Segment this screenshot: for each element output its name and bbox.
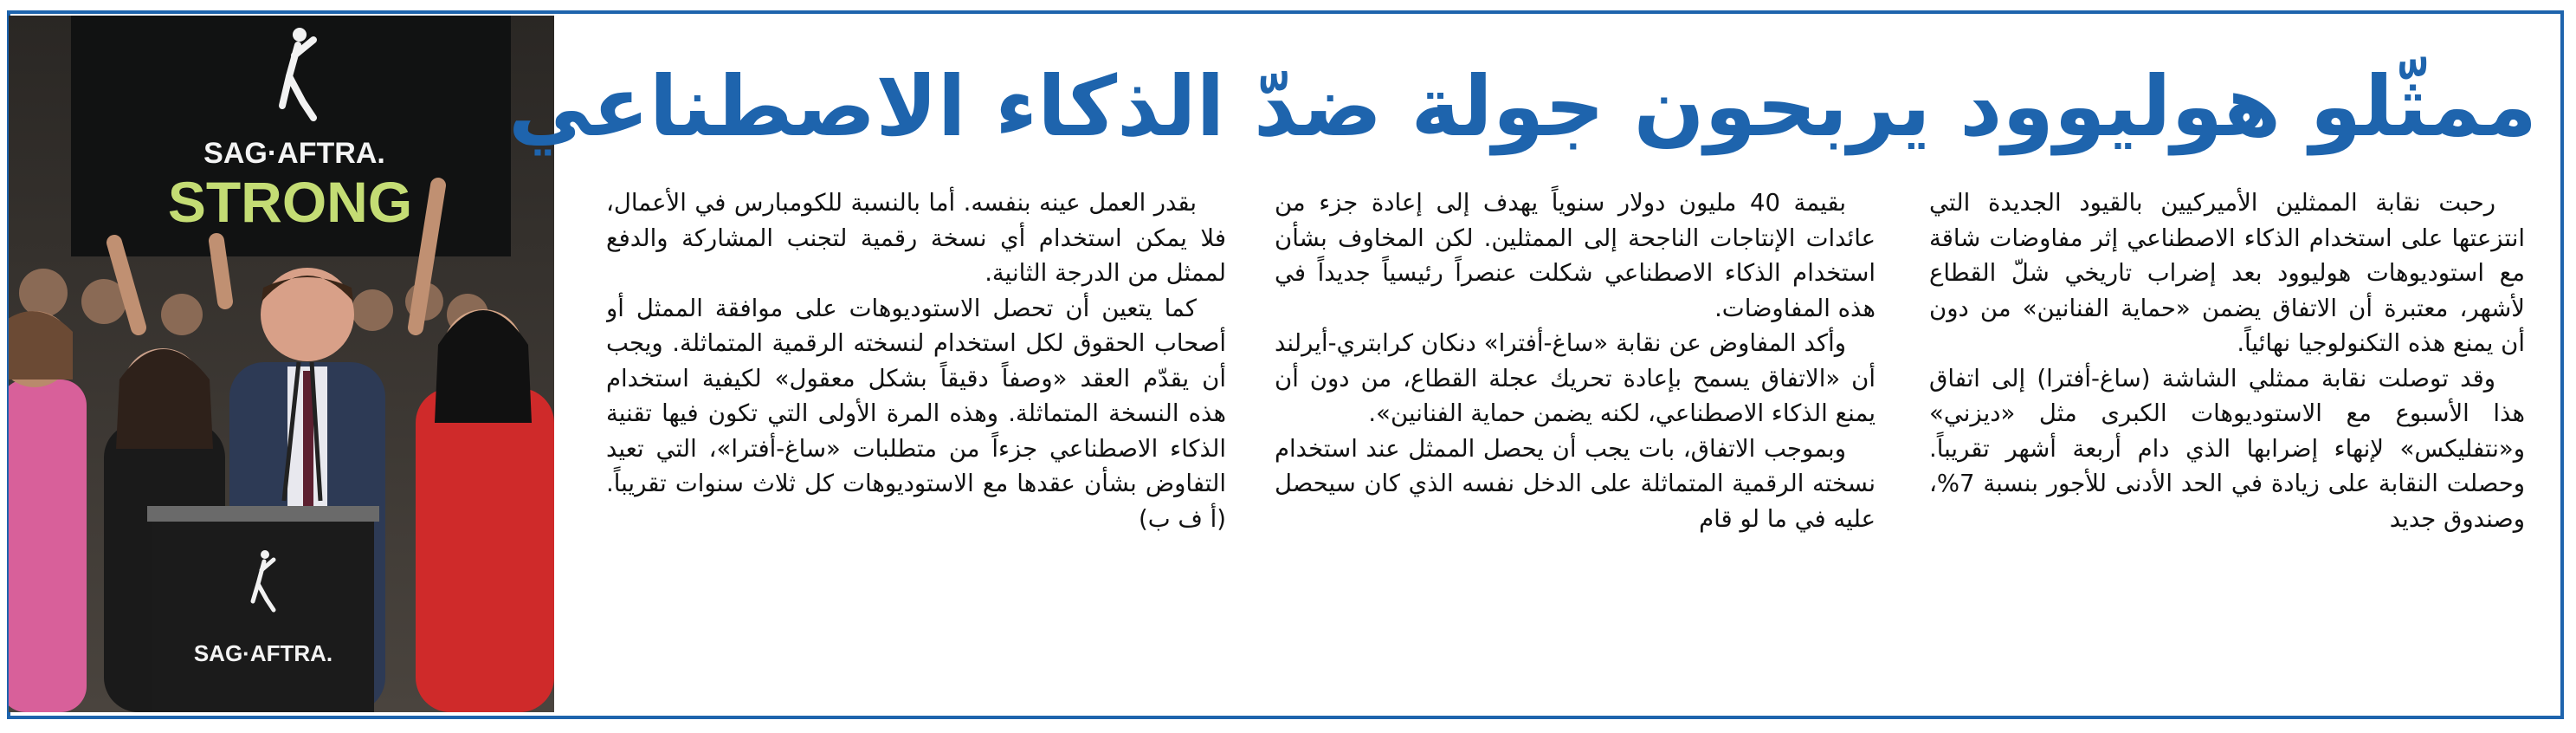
news-photo bbox=[9, 16, 554, 712]
article-paragraph: رحبت نقابة الممثلين الأميركيين بالقيود الجديدة التي انتزعتها على استخدام الذكاء الاصطناعي إثر مفاوضات شاقة مع استوديوهات هوليوود بعد إضراب تاريخي شلّ القطاع لأشهر، معتبرة أن الاتفاق يضمن «حماية الفنانين» من دون أن يمنع هذه التكنولوجيا نهائياً. bbox=[1929, 189, 2525, 357]
article-paragraph: بقدر العمل عينه بنفسه. أما بالنسبة للكومبارس في الأعمال، فلا يمكن استخدام أي نسخة رقمية لتجنب المشاركة والدفع لممثل من الدرجة الثانية. bbox=[606, 189, 1226, 287]
podium bbox=[152, 515, 374, 712]
article-paragraph: وبموجب الاتفاق، بات يجب أن يحصل الممثل عند استخدام نسخته الرقمية المتماثلة على الدخل نفسه الذي كان سيحصل عليه في ما لو قام bbox=[1275, 434, 1876, 533]
article-paragraph: بقيمة 40 مليون دولار سنوياً يهدف إلى إعادة جزء من عائدات الإنتاجات الناجحة إلى الممثلين. لكن المخاوف بشأن استخدام الذكاء الاصطناعي شكلت عنصراً رئيسياً جديداً في هذه المفاوضات. bbox=[1275, 189, 1876, 322]
podium-brand-text: SAG·AFTRA. bbox=[193, 640, 333, 666]
screen-slogan-text: STRONG bbox=[167, 170, 413, 234]
article-paragraph: وقد توصلت نقابة ممثلي الشاشة (ساغ-أفترا) إلى اتفاق هذا الأسبوع مع الاستوديوهات الكبرى مثل «ديزني» و«نتفليكس» لإنهاء إضرابها الذي دام أربعة أشهر تقريباً. وحصلت النقابة على زيادة في الحد الأدنى للأجور بنسبة 7%، وصندوق جديد bbox=[1929, 364, 2525, 533]
article-paragraph: وأكد المفاوض عن نقابة «ساغ-أفترا» دنكان كرابتري-أيرلند أن «الاتفاق يسمح بإعادة تحريك عجلة القطاع، من دون أن يمنع الذكاء الاصطناعي، لكنه يضمن حماية الفنانين». bbox=[1275, 329, 1876, 427]
screen-brand-text: SAG·AFTRA. bbox=[203, 137, 385, 170]
article-headline: ممثّلو هوليوود يربحون جولة ضدّ الذكاء الاصطناعي bbox=[508, 58, 2537, 155]
article-paragraph: كما يتعين أن تحصل الاستوديوهات على موافقة الممثل أو أصحاب الحقوق لكل استخدام لنسخته الرقمية المتماثلة. ويجب أن يقدّم العقد «وصفاً دقيقاً بشكل معقول» لكيفية استخدام هذه النسخة المتماثلة. وهذه المرة الأولى التي تكون فيها تقنية الذكاء الاصطناعي جزءاً من متطلبات «ساغ-أفترا»، التي تعيد التفاوض بشأن عقدها مع الاستوديوهات كل ثلاث سنوات تقريباً. (أ ف ب) bbox=[606, 294, 1226, 533]
article-column-2 bbox=[1275, 185, 1876, 705]
article-column-1 bbox=[1929, 185, 2525, 705]
article-column-3 bbox=[606, 185, 1226, 705]
